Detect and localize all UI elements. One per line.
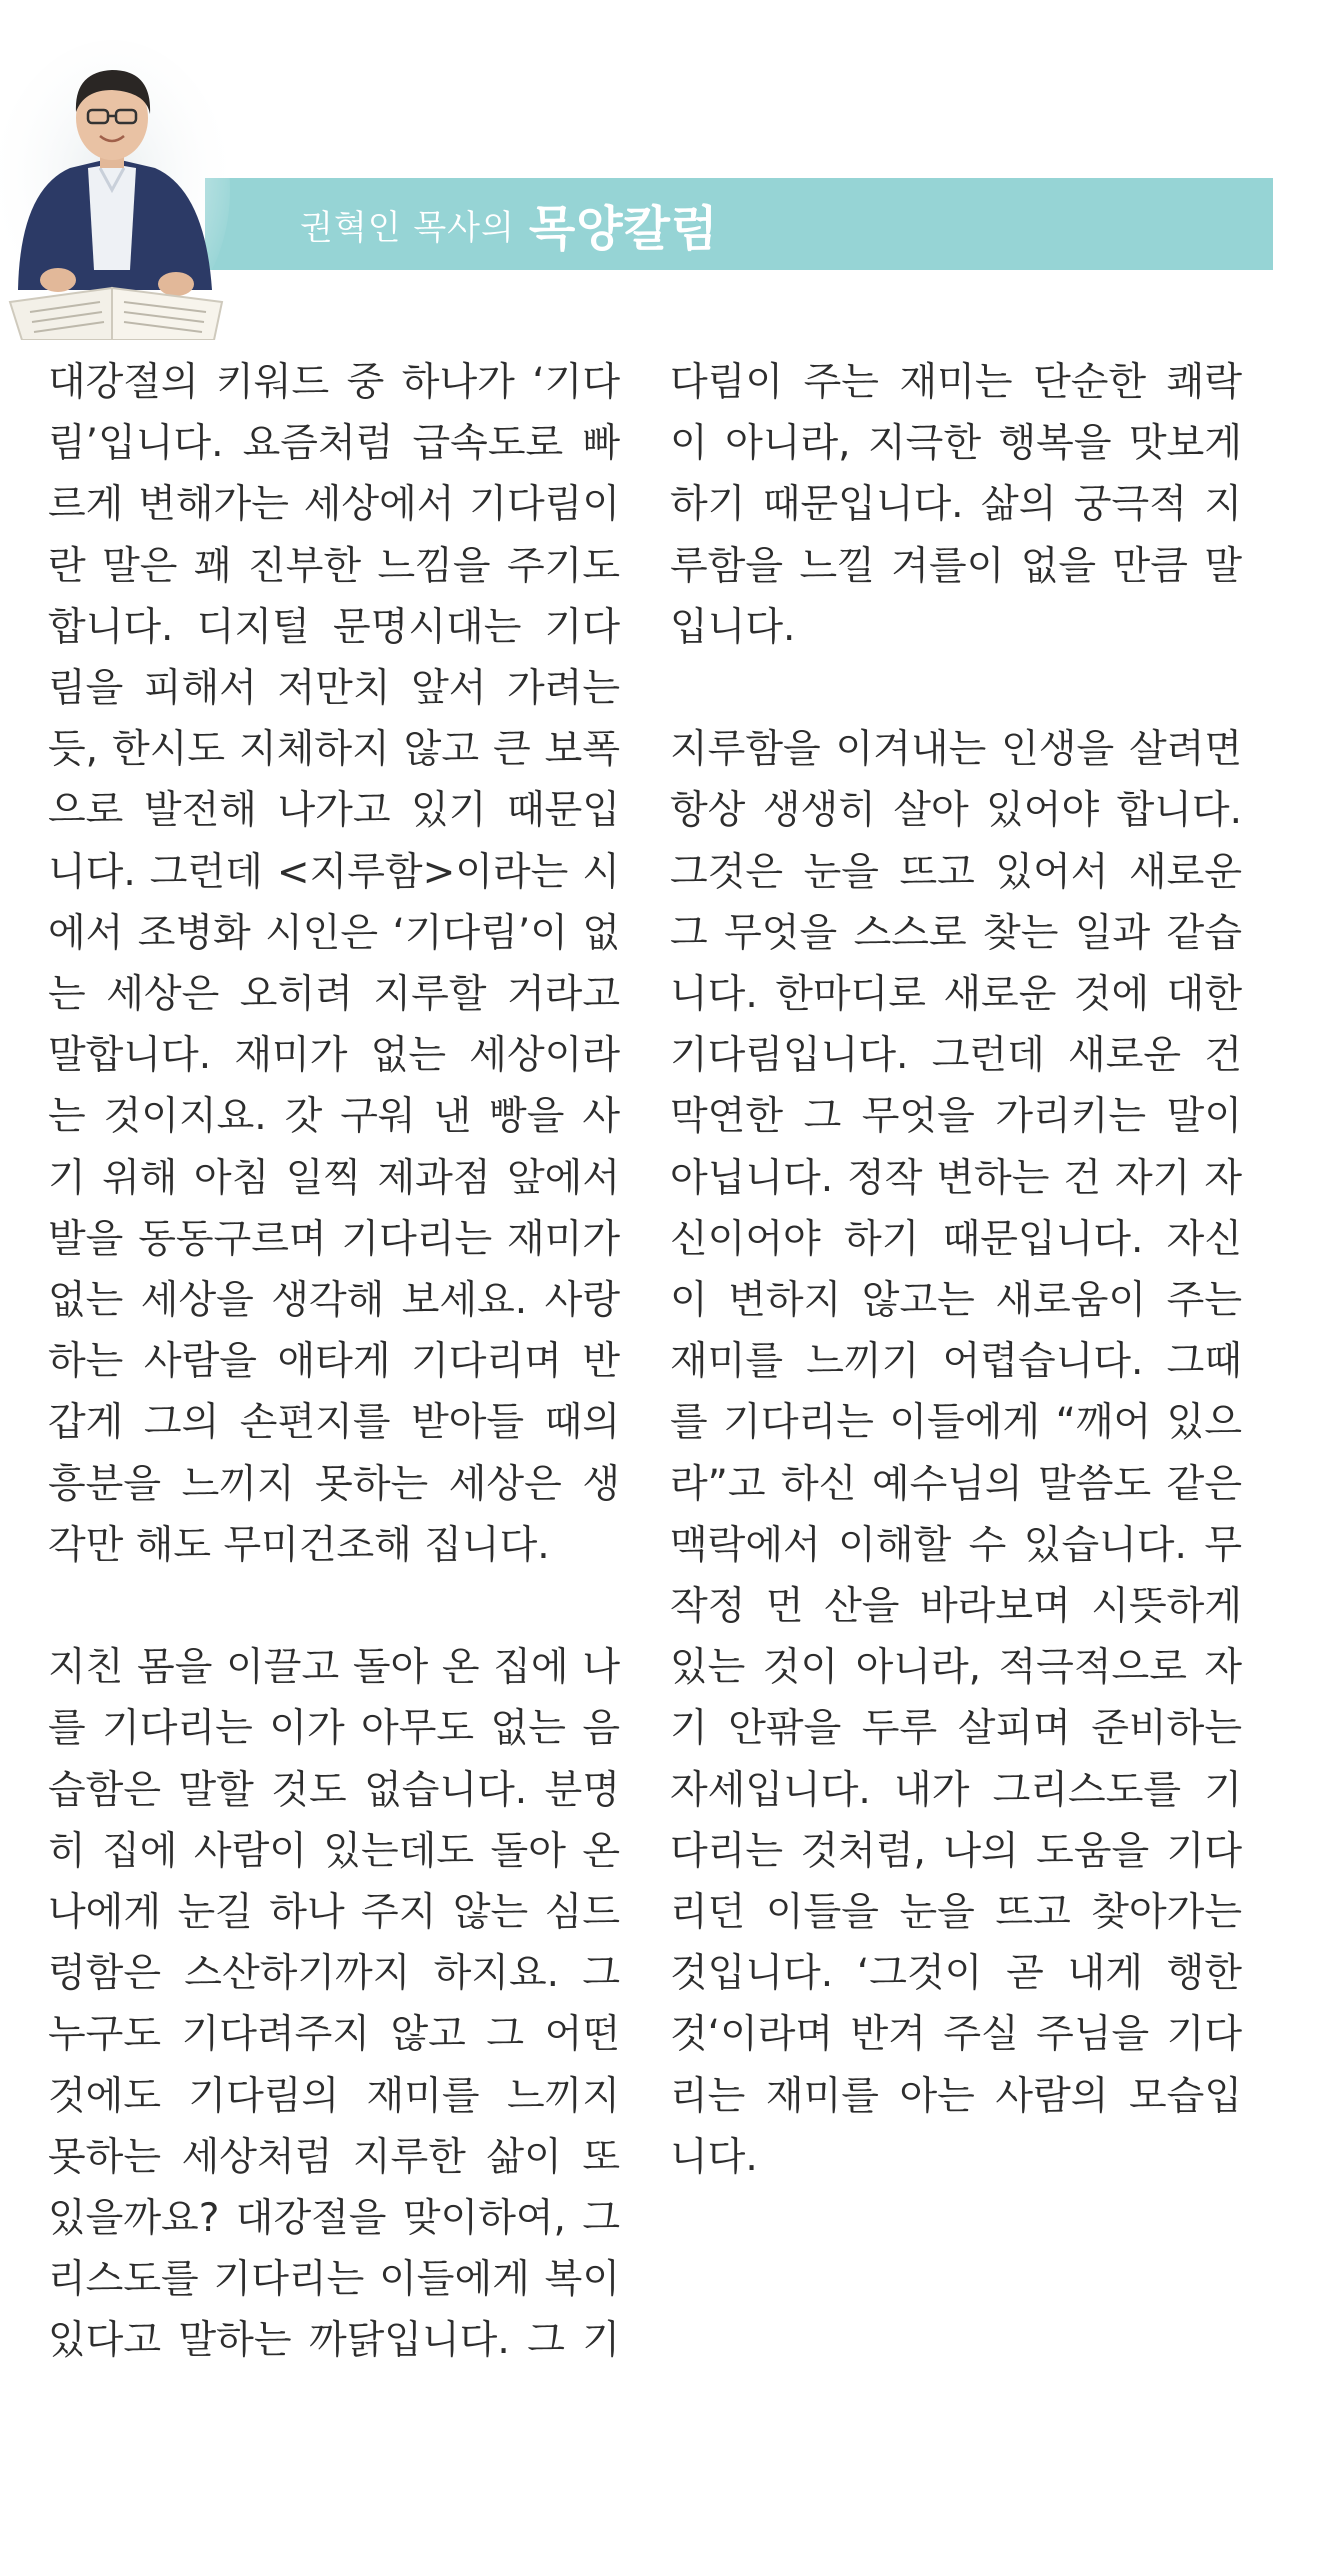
right-column (670, 352, 1242, 2188)
paragraph-gap (670, 658, 1242, 719)
banner-byline: 권혁인 목사의 (300, 207, 515, 248)
pastor-portrait (0, 40, 230, 340)
left-paragraph-2: 지친 몸을 이끌고 돌아 온 집에 나를 기다리는 이가 아무도 없는 음습함은 말할 것도 없습니다. 분명히 집에 사람이 있는데도 돌아 온 나에게 눈길 하나 주지 않는 심드렁함은 스산하기까지 하지요. 그 누구도 기다려주지 않고 그 어떤 것에도 기다림의 재미를 느끼지 못하는 세상처럼 지루한 삶이 또 있을까요? 대강절을 맞이하여, 그리스도를 기다리는 이들에게 복이 있다고 말하는 까닭입니다. 그 기 (48, 1645, 620, 2364)
right-paragraph-2: 지루함을 이겨내는 인생을 살려면 항상 생생히 살아 있어야 합니다. 그것은 눈을 뜨고 있어서 새로운 그 무엇을 스스로 찾는 일과 같습니다. 한마디로 새로운 것에 대한 기다림입니다. 그런데 새로운 건 막연한 그 무엇을 가리키는 말이 아닙니다. 정작 변하는 건 자기 자신이어야 하기 때문입니다. 자신이 변하지 않고는 새로움이 주는 재미를 느끼기 어렵습니다. 그때를 기다리는 이들에게 “깨어 있으라”고 하신 예수님의 말씀도 같은 맥락에서 이해할 수 있습니다. 무작정 먼 산을 바라보며 시뜻하게 있는 것이 아니라, 적극적으로 자기 안팎을 두루 살피며 준비하는 자세입니다. 내가 그리스도를 기다리는 것처럼, 나의 도움을 기다리던 이들을 눈을 뜨고 찾아가는 것입니다. ‘그것이 곧 내게 행한 것‘이라며 반겨 주실 주님을 기다리는 재미를 아는 사람의 모습입니다. (670, 727, 1242, 2180)
left-paragraph-1: 대강절의 키워드 중 하나가 ‘기다림’입니다. 요즘처럼 급속도로 빠르게 변해가는 세상에서 기다림이란 말은 꽤 진부한 느낌을 주기도 합니다. 디지털 문명시대는 기다림을 피해서 저만치 앞서 가려는 듯, 한시도 지체하지 않고 큰 보폭으로 발전해 나가고 있기 때문입니다. 그런데 <지루함>이라는 시에서 조병화 시인은 ‘기다림’이 없는 세상은 오히려 지루할 거라고 말합니다. 재미가 없는 세상이라는 것이지요. 갓 구워 낸 빵을 사기 위해 아침 일찍 제과점 앞에서 발을 동동구르며 기다리는 재미가 없는 세상을 생각해 보세요. 사랑하는 사람을 애타게 기다리며 반갑게 그의 손편지를 받아들 때의 흥분을 느끼지 못하는 세상은 생각만 해도 무미건조해 집니다. (48, 360, 620, 1568)
paragraph-gap (48, 1576, 620, 1637)
right-paragraph-1: 다림이 주는 재미는 단순한 쾌락이 아니라, 지극한 행복을 맛보게 하기 때문입니다. 삶의 궁극적 지루함을 느낄 겨를이 없을 만큼 말입니다. (670, 360, 1242, 650)
banner-title (300, 178, 718, 270)
left-column (48, 352, 620, 2372)
banner-column-name: 목양칼럼 (528, 200, 719, 257)
column-header (0, 0, 1331, 340)
